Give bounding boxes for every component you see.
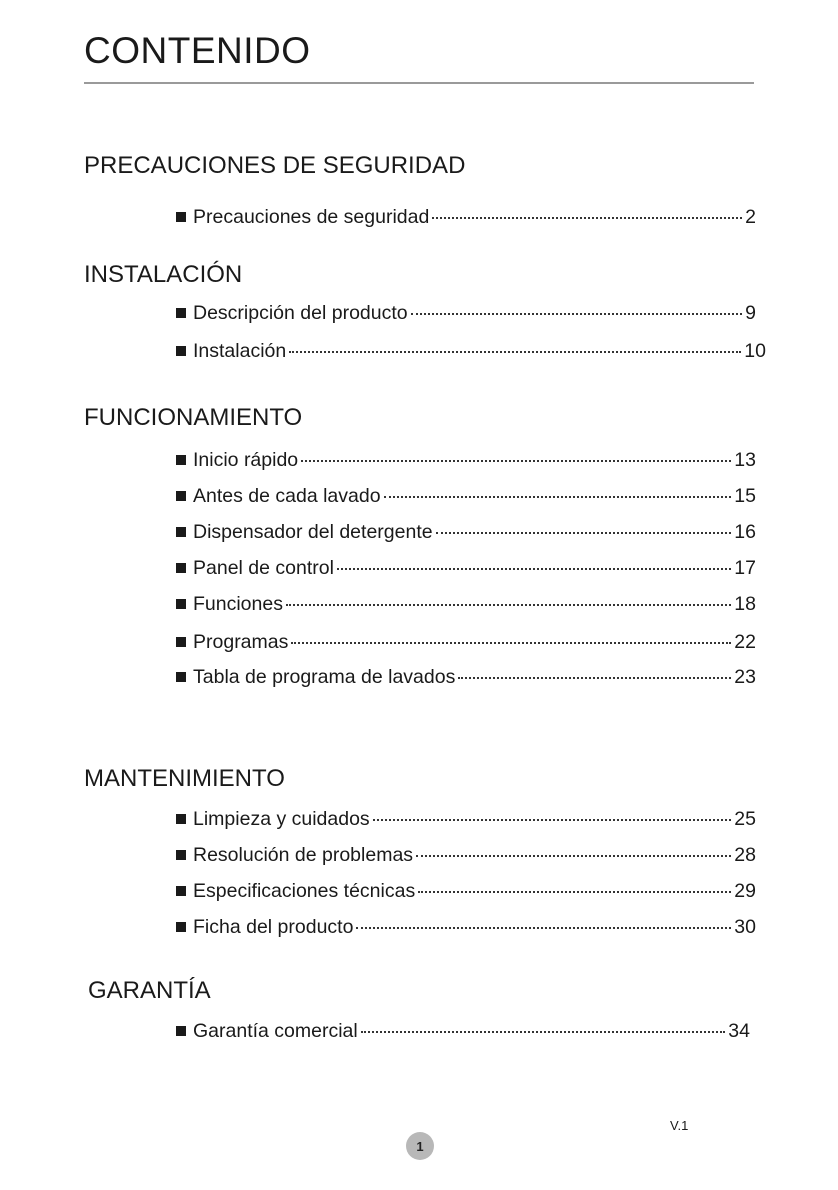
section-heading-mantenimiento: MANTENIMIENTO <box>84 765 285 792</box>
toc-entry[interactable] <box>176 880 756 906</box>
bullet-square-icon <box>176 212 186 222</box>
dot-leader <box>361 1031 726 1033</box>
toc-entry-page: 15 <box>734 485 756 507</box>
dot-leader <box>436 532 732 534</box>
toc-entry-label: Resolución de problemas <box>193 844 414 866</box>
section-heading-instalacion: INSTALACIÓN <box>84 261 243 288</box>
bullet-square-icon <box>176 491 186 501</box>
dot-leader <box>286 604 731 606</box>
section-heading-precauciones: PRECAUCIONES DE SEGURIDAD <box>84 152 466 179</box>
section-heading-funcionamiento: FUNCIONAMIENTO <box>84 404 303 431</box>
toc-entry-label: Programas <box>193 631 289 653</box>
bullet-square-icon <box>176 886 186 896</box>
dot-leader <box>458 677 731 679</box>
toc-entry[interactable] <box>176 666 756 692</box>
toc-entry-page: 23 <box>734 666 756 688</box>
dot-leader <box>416 855 731 857</box>
toc-entry[interactable] <box>176 340 766 366</box>
toc-entry[interactable] <box>176 485 756 511</box>
toc-entry-label: Funciones <box>193 593 283 615</box>
toc-entry-page: 17 <box>734 557 756 579</box>
bullet-square-icon <box>176 1026 186 1036</box>
toc-entry-label: Precauciones de seguridad <box>193 206 430 228</box>
toc-entry[interactable] <box>176 916 756 942</box>
toc-entry[interactable] <box>176 449 756 475</box>
bullet-square-icon <box>176 527 186 537</box>
toc-entry[interactable] <box>176 593 756 619</box>
toc-entry-page: 34 <box>728 1020 750 1042</box>
toc-entry-page: 25 <box>734 808 756 830</box>
toc-entry-page: 2 <box>745 206 756 228</box>
dot-leader <box>411 313 743 315</box>
toc-entry[interactable] <box>176 844 756 870</box>
toc-entry-page: 22 <box>734 631 756 653</box>
toc-entry-page: 29 <box>734 880 756 902</box>
dot-leader <box>301 460 731 462</box>
toc-entry-label: Antes de cada lavado <box>193 485 381 507</box>
bullet-square-icon <box>176 599 186 609</box>
toc-entry-label: Especificaciones técnicas <box>193 880 416 902</box>
toc-entry[interactable] <box>176 206 756 232</box>
bullet-square-icon <box>176 637 186 647</box>
toc-entry-page: 28 <box>734 844 756 866</box>
dot-leader <box>337 568 731 570</box>
toc-entry[interactable] <box>176 1020 750 1046</box>
dot-leader <box>291 642 731 644</box>
toc-entry[interactable] <box>176 521 756 547</box>
toc-entry[interactable] <box>176 808 756 834</box>
title-divider <box>84 82 754 84</box>
toc-entry-label: Dispensador del detergente <box>193 521 433 543</box>
toc-entry-page: 13 <box>734 449 756 471</box>
toc-entry-page: 30 <box>734 916 756 938</box>
toc-entry-label: Instalación <box>193 340 287 362</box>
toc-entry-label: Ficha del producto <box>193 916 354 938</box>
dot-leader <box>432 217 742 219</box>
page-number-badge: 1 <box>406 1132 434 1160</box>
toc-entry[interactable] <box>176 557 756 583</box>
bullet-square-icon <box>176 922 186 932</box>
toc-entry-label: Limpieza y cuidados <box>193 808 370 830</box>
version-label: V.1 <box>670 1118 689 1133</box>
page-title: CONTENIDO <box>84 30 311 71</box>
bullet-square-icon <box>176 346 186 356</box>
dot-leader <box>289 351 741 353</box>
toc-entry-label: Garantía comercial <box>193 1020 358 1042</box>
toc-entry[interactable] <box>176 631 756 657</box>
bullet-square-icon <box>176 814 186 824</box>
toc-entry-label: Tabla de programa de lavados <box>193 666 456 688</box>
dot-leader <box>373 819 732 821</box>
dot-leader <box>384 496 732 498</box>
bullet-square-icon <box>176 563 186 573</box>
toc-entry-label: Inicio rápido <box>193 449 299 471</box>
section-heading-garantia: GARANTÍA <box>88 977 211 1004</box>
bullet-square-icon <box>176 455 186 465</box>
toc-entry-label: Panel de control <box>193 557 334 579</box>
bullet-square-icon <box>176 308 186 318</box>
dot-leader <box>356 927 731 929</box>
bullet-square-icon <box>176 850 186 860</box>
bullet-square-icon <box>176 672 186 682</box>
toc-entry-page: 9 <box>745 302 756 324</box>
toc-entry-label: Descripción del producto <box>193 302 408 324</box>
toc-entry-page: 10 <box>744 340 766 362</box>
toc-entry-page: 16 <box>734 521 756 543</box>
toc-entry-page: 18 <box>734 593 756 615</box>
dot-leader <box>418 891 731 893</box>
toc-entry[interactable] <box>176 302 756 328</box>
